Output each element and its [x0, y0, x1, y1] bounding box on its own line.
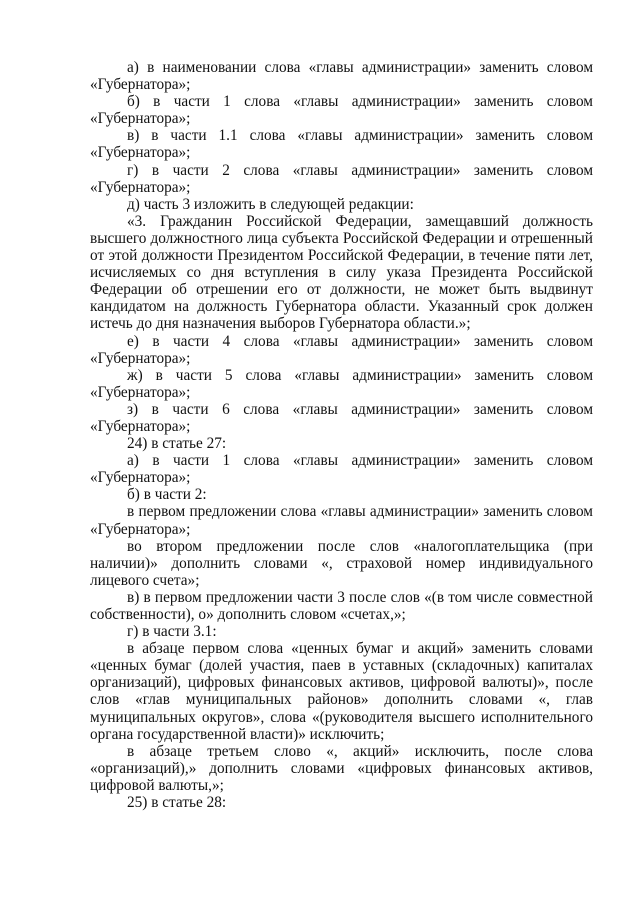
- paragraph-e-part4: е) в части 4 слова «главы администрации» заменить словом «Губернатора»;: [90, 332, 593, 367]
- paragraph-b-art27-part2: б) в части 2:: [127, 486, 207, 504]
- paragraph-first-subparagraph: в абзаце первом слова «ценных бумаг и акций» заменить словами «ценных бумаг (долей участия, паев в уставных (складочных) капиталах организаций), цифровых финансовых активов, цифровой валюты)», после слов «глав муниципальных районов» дополнить словами «, глав муниципальных округов», слова «(руководителя высшего исполнительного органа государственной власти)» исключить;: [90, 640, 593, 743]
- paragraph-third-subparagraph: в абзаце третьем слово «, акций» исключить, после слова «организаций),» дополнить словами «цифровых финансовых активов, цифровой валюты,»;: [90, 742, 593, 794]
- paragraph-25-article28: 25) в статье 28:: [127, 794, 227, 812]
- document-page: [90, 59, 593, 811]
- paragraph-a-art27-part1: а) в части 1 слова «главы администрации» заменить словом «Губернатора»;: [90, 452, 593, 487]
- paragraph-g-art27-part3-1: г) в части 3.1:: [127, 623, 217, 641]
- paragraph-zh-part5: ж) в части 5 слова «главы администрации» заменить словом «Губернатора»;: [90, 366, 593, 401]
- paragraph-v-art27-part3: в) в первом предложении части 3 после слов «(в том числе совместной собственности), о» дополнить словом «счетах,»;: [90, 588, 593, 623]
- paragraph-b-part1: б) в части 1 слова «главы администрации» заменить словом «Губернатора»;: [90, 93, 593, 128]
- paragraph-v-part1-1: в) в части 1.1 слова «главы администрации» заменить словом «Губернатора»;: [90, 127, 593, 162]
- paragraph-g-part2: г) в части 2 слова «главы администрации» заменить словом «Губернатора»;: [90, 161, 593, 196]
- paragraph-a-title: а) в наименовании слова «главы администрации» заменить словом «Губернатора»;: [90, 59, 593, 94]
- paragraph-d-part3: д) часть 3 изложить в следующей редакции:: [127, 195, 414, 213]
- paragraph-part3-text: «3. Гражданин Российской Федерации, замещавший должность высшего должностного лица субъекта Российской Федерации и отрешенный от этой должности Президентом Российской Федерации, в течение пяти лет, исчисляемых со дня вступления в силу указа Президента Российской Федерации об отрешении его от должности, не может быть выдвинут кандидатом на должность Губернатора области. Указанный срок должен истечь до дня назначения выборов Губернатора области.»;: [90, 212, 593, 333]
- paragraph-first-sentence: в первом предложении слова «главы администрации» заменить словом «Губернатора»;: [90, 503, 593, 538]
- paragraph-z-part6: з) в части 6 слова «главы администрации» заменить словом «Губернатора»;: [90, 400, 593, 435]
- paragraph-24-article27: 24) в статье 27:: [127, 435, 227, 453]
- paragraph-second-sentence: во втором предложении после слов «налогоплательщика (при наличии)» дополнить словами «, страховой номер индивидуального лицевого счета»;: [90, 537, 593, 589]
